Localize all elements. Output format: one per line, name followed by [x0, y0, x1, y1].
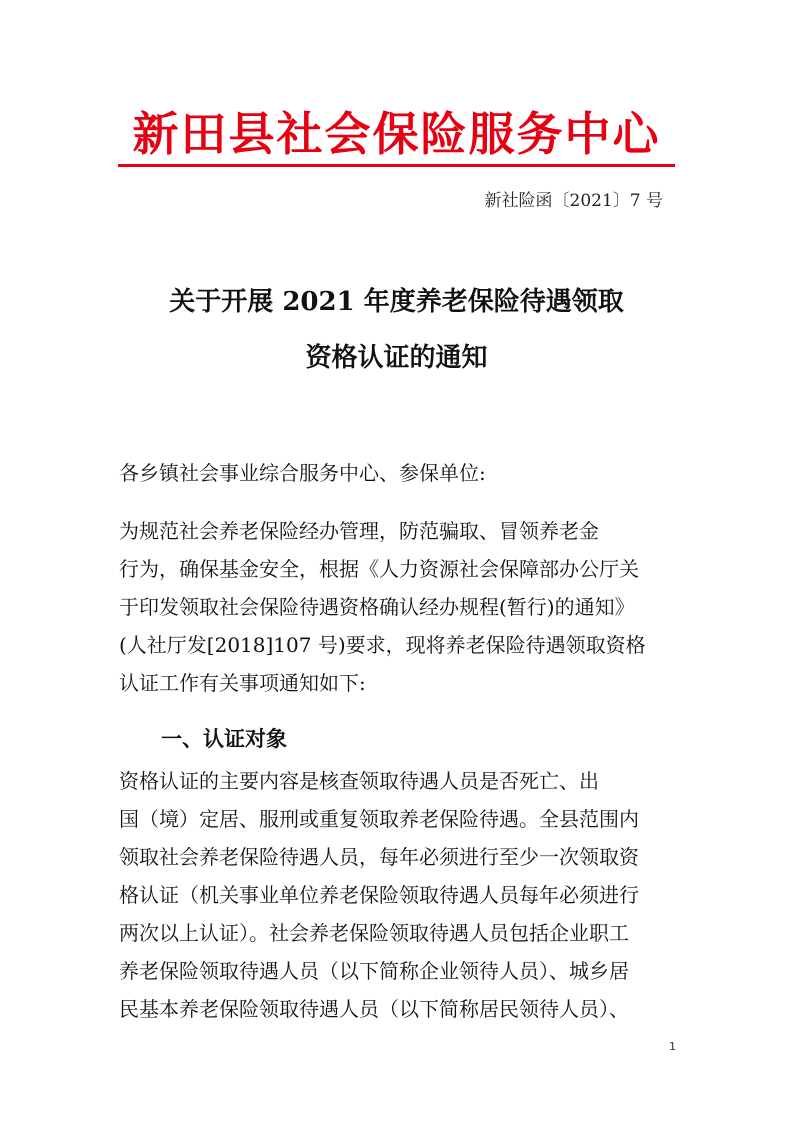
intro-line: 认证工作有关事项通知如下: [119, 671, 366, 695]
section-line: 领取社会养老保险待遇人员，每年必须进行至少一次领取资 [119, 845, 639, 869]
section-heading: 一、认证对象 [161, 727, 287, 751]
intro-line: 为规范社会养老保险经办管理，防范骗取、冒领养老金 [119, 519, 599, 543]
section-line: 两次以上认证）。社会养老保险领取待遇人员包括企业职工 [119, 921, 629, 945]
org-letterhead: 新田县社会保险服务中心 [132, 107, 661, 161]
section-line: 资格认证的主要内容是核查领取待遇人员是否死亡、出 [119, 769, 599, 793]
document-title-line-2: 资格认证的通知 [305, 343, 488, 373]
letterhead-red-rule [118, 164, 675, 167]
document-number: 新社险函〔2021〕7 号 [484, 191, 663, 211]
salutation: 各乡镇社会事业综合服务中心、参保单位: [119, 461, 486, 485]
intro-line: 于印发领取社会保险待遇资格确认经办规程(暂行)的通知》 [119, 595, 635, 619]
page-number: 1 [669, 1040, 676, 1053]
intro-line: (人社厅发[2018]107 号)要求，现将养老保险待遇领取资格 [119, 633, 646, 657]
section-line: 民基本养老保险领取待遇人员（以下简称居民领待人员）、 [119, 997, 629, 1021]
section-line: 养老保险领取待遇人员（以下简称企业领待人员）、城乡居 [119, 959, 629, 983]
document-title-line-1: 关于开展 2021 年度养老保险待遇领取 [169, 287, 624, 317]
section-line: 国（境）定居、服刑或重复领取养老保险待遇。全县范围内 [119, 807, 639, 831]
intro-line: 行为，确保基金安全，根据《人力资源社会保障部办公厅关 [119, 557, 639, 581]
section-line: 格认证（机关事业单位养老保险领取待遇人员每年必须进行 [119, 883, 639, 907]
